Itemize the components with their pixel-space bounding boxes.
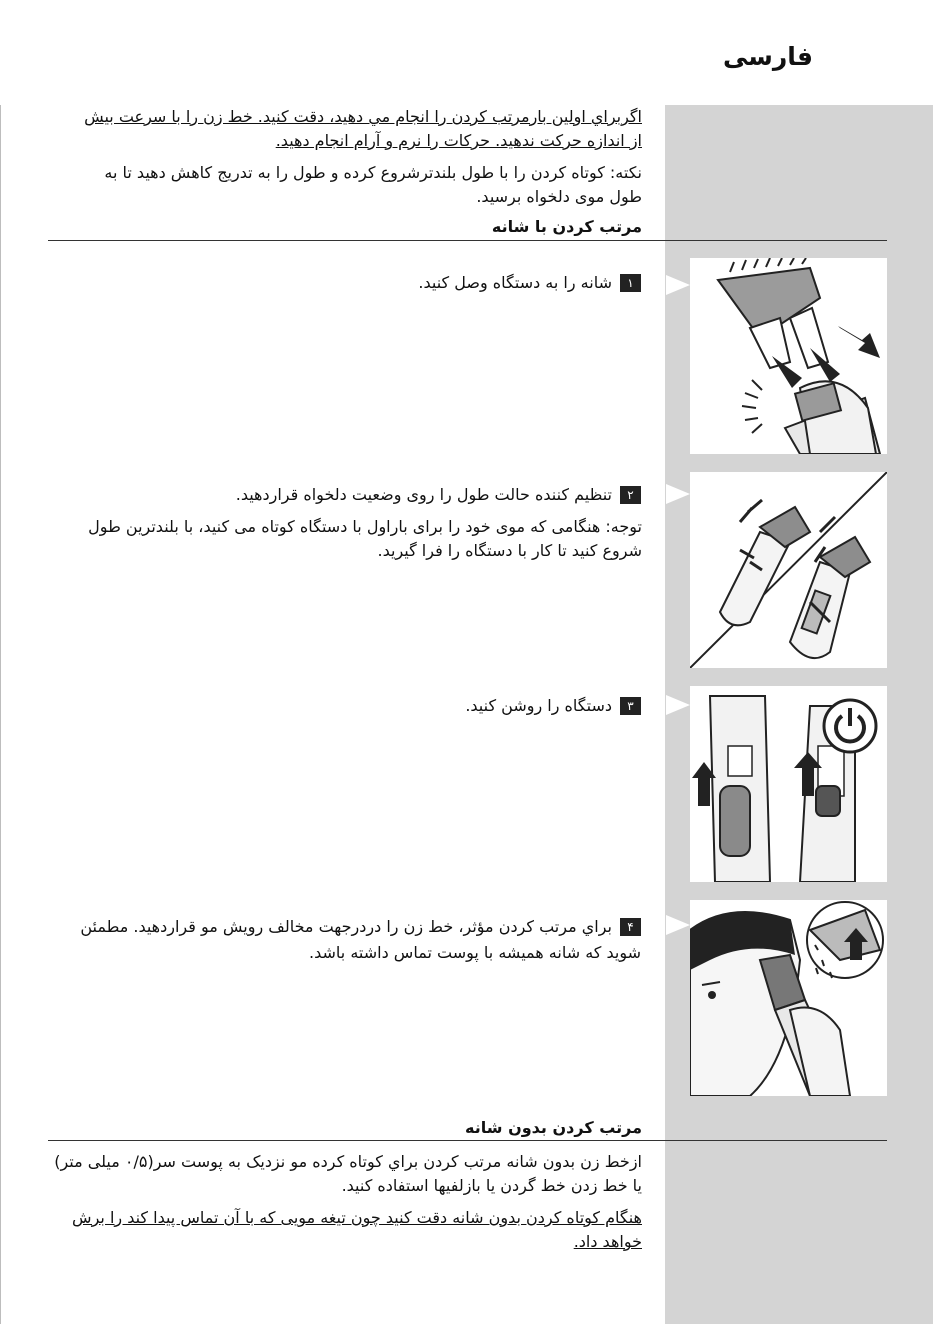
step-2-pointer (666, 484, 690, 504)
step-1-pointer (666, 275, 690, 295)
left-margin-rule (0, 105, 1, 1324)
nocomb-body: ازخط زن بدون شانه مرتب كردن براي کوتاه کرده مو نزدیک به پوست سر(٠/۵ میلی متر) یا خط زدن خط گردن یا بازلفیها استفاده کنید. (54, 1152, 642, 1195)
step-2 (81, 482, 641, 508)
nocomb-caution: هنگام کوتاه کردن بدون شانه دقت کنید چون تیغه مویی که با آن تماس پیدا کند را برش خواهد داد. (72, 1208, 642, 1251)
section-comb-title: مرتب كردن با شانه (491, 217, 642, 236)
length-adjust-illustration (690, 472, 887, 668)
step-3-text: دستگاه را روشن کنید. (465, 696, 612, 715)
section-nocomb-title: مرتب كردن بدون شانه (465, 1118, 642, 1137)
step-1-text: شانه را به دستگاه وصل کنید. (418, 273, 612, 292)
step-1-number: ١ (620, 274, 641, 292)
comb-attach-illustration (690, 258, 887, 454)
power-button-illustration (690, 686, 887, 882)
step-2-note: توجه: هنگامی که موی خود را برای باراول با دستگاه کوتاه می کنید، با بلندترین طول شروع کنید تا کار با دستگاه را فرا گیرید. (88, 517, 642, 560)
step-4-pointer (666, 915, 690, 935)
intro-caution: اگربراي اولين بارمرتب كردن را انجام مي دهيد، دقت كنيد. خط زن را با سرعت بيش از اندازه حركت ندهيد. حرکات را نرم و آرام انجام دهيد. (84, 107, 642, 150)
language-label: فارسی (722, 42, 813, 71)
step-2-number: ٢ (620, 486, 641, 504)
step-4 (66, 914, 641, 966)
step-3-number: ٣ (620, 697, 641, 715)
intro-note: نکته: کوتاه کردن را با طول بلندترشروع کرده و طول را به تدریج کاهش دهید تا به طول موی دلخواه برسید. (104, 163, 642, 206)
section-comb-rule (48, 240, 887, 241)
step-3-pointer (666, 695, 690, 715)
step-4-number: ۴ (620, 918, 641, 936)
trimming-head-illustration (690, 900, 887, 1096)
step-1 (81, 270, 641, 296)
step-3 (81, 693, 641, 719)
step-4-text: براي مرتب كردن مؤثر، خط زن را دردرجهت مخالف رویش مو قراردهید. مطمئن شوید که شانه همیشه با پوست تماس داشته باشد. (80, 917, 641, 962)
section-nocomb-rule (48, 1140, 887, 1141)
step-2-text: تنظیم کننده حالت طول را روی وضعیت دلخواه قراردهید. (235, 485, 612, 504)
